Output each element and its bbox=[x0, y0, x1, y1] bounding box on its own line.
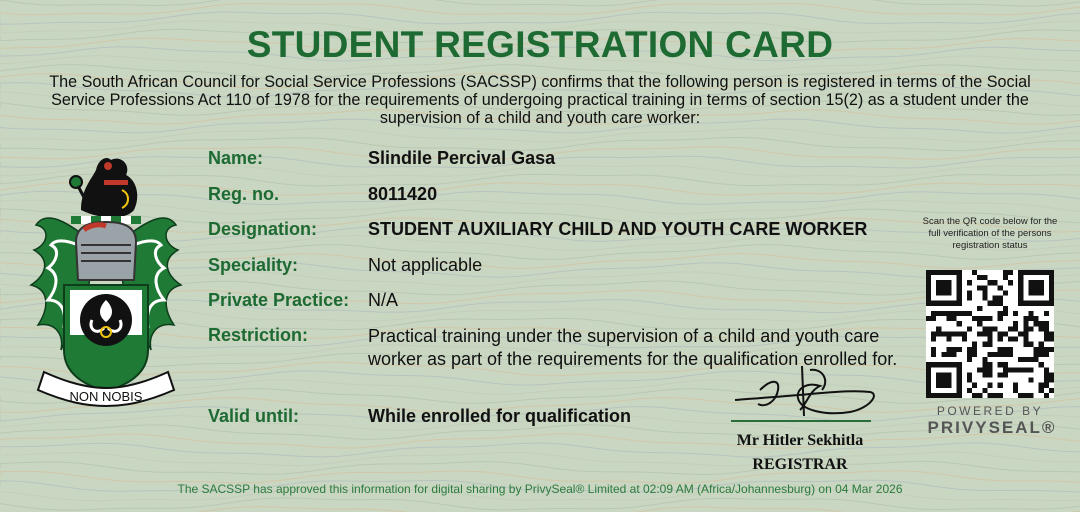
field-value: 8011420 bbox=[368, 184, 438, 204]
qr-instruction: Scan the QR code below for the full verification of the persons registration status bbox=[922, 216, 1058, 251]
field-value: Slindile Percival Gasa bbox=[368, 148, 556, 168]
field-value: N/A bbox=[368, 290, 399, 310]
field-value: Practical training under the supervision of a child and youth care worker as part of the requirements for the qualification enrolled for. bbox=[368, 326, 898, 369]
field-label: Reg. no. bbox=[208, 184, 279, 204]
signature-line bbox=[731, 420, 871, 422]
registrar-name: Mr Hitler Sekhitla bbox=[736, 432, 864, 449]
crest-motto: NON NOBIS bbox=[69, 389, 143, 404]
powered-by-label: POWERED BY bbox=[936, 404, 1044, 418]
field-label: Speciality: bbox=[208, 255, 299, 275]
field-label: Valid until: bbox=[208, 406, 300, 426]
signature-icon bbox=[730, 360, 880, 422]
field-label: Restriction: bbox=[208, 325, 309, 345]
field-value: STUDENT AUXILIARY CHILD AND YOUTH CARE WORKER bbox=[368, 219, 868, 239]
intro-text: The South African Council for Social Service Professions (SACSSP) confirms that the following person is registered in terms of the Social Service Professions Act 110 of 1978 for the requirements of undergoing practical training in terms of section 15(2) as a student under the supervision of a child and youth care worker: bbox=[49, 73, 1031, 127]
registrar-title: REGISTRAR bbox=[752, 456, 848, 473]
field-label: Name: bbox=[208, 148, 264, 168]
card-title: STUDENT REGISTRATION CARD bbox=[246, 24, 834, 65]
field-value: Not applicable bbox=[368, 255, 483, 275]
privyseal-logo: PRIVYSEAL® bbox=[927, 418, 1057, 437]
field-label: Designation: bbox=[208, 219, 318, 239]
footer-note: The SACSSP has approved this information for digital sharing by PrivySeal® Limited at 02:09 AM (Africa/Johannesburg) on 04 Mar 2026 bbox=[177, 482, 903, 496]
coat-of-arms-icon bbox=[26, 150, 186, 412]
field-label: Private Practice: bbox=[208, 290, 350, 310]
qr-code-icon[interactable] bbox=[926, 270, 1054, 398]
field-value: While enrolled for qualification bbox=[368, 406, 632, 426]
